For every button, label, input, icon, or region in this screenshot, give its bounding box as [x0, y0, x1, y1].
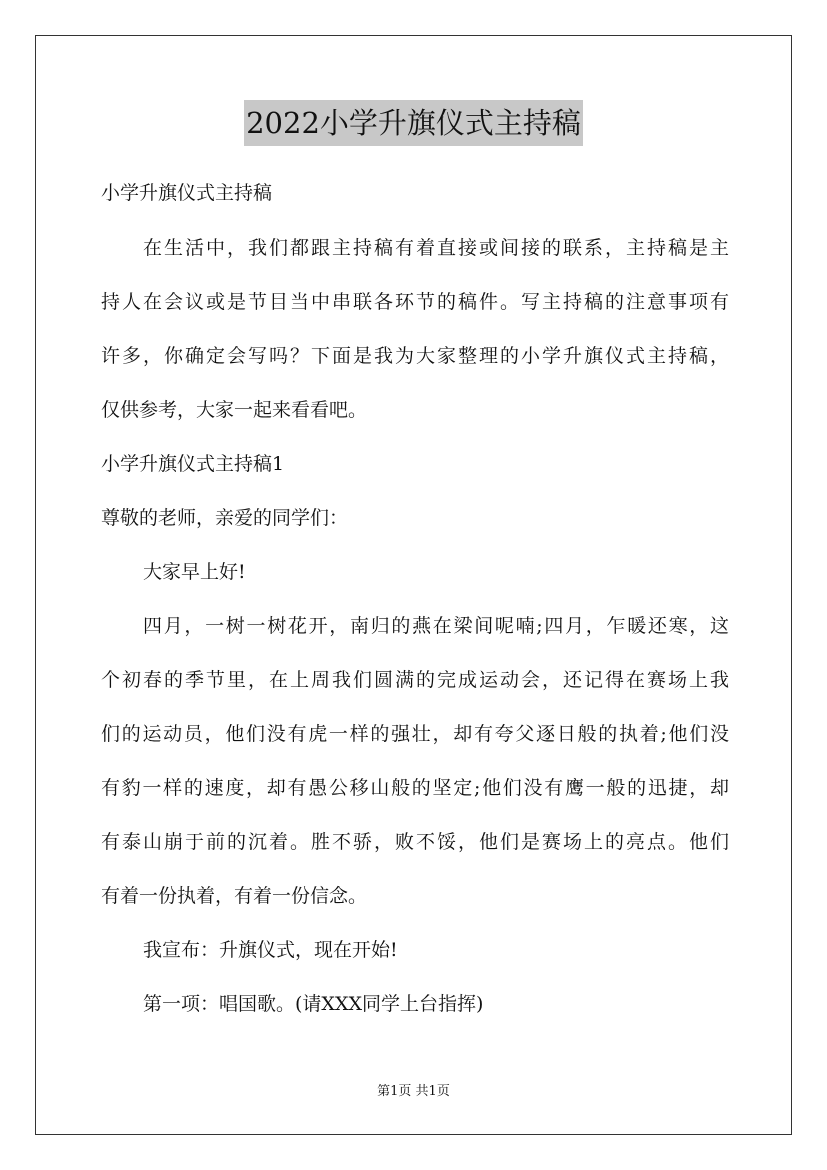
document-title: 2022小学升旗仪式主持稿	[244, 100, 583, 146]
intro-line-2: 持人在会议或是节目当中串联各环节的稿件。写主持稿的注意事项有	[101, 291, 729, 313]
intro-line-3: 许多，你确定会写吗？下面是我为大家整理的小学升旗仪式主持稿，	[101, 345, 729, 367]
agenda-item-1: 第一项：唱国歌。(请XXX同学上台指挥)	[143, 993, 484, 1015]
body-line-4: 有豹一样的速度，却有愚公移山般的坚定;他们没有鹰一般的迅捷，却	[101, 777, 729, 799]
intro-line-1: 在生活中，我们都跟主持稿有着直接或间接的联系，主持稿是主	[143, 237, 729, 259]
body-line-5: 有泰山崩于前的沉着。胜不骄，败不馁，他们是赛场上的亮点。他们	[101, 831, 729, 853]
intro-line-4: 仅供参考，大家一起来看看吧。	[101, 399, 368, 421]
body-line-2: 个初春的季节里，在上周我们圆满的完成运动会，还记得在赛场上我	[101, 669, 729, 691]
title-container	[0, 100, 827, 146]
subtitle-line: 小学升旗仪式主持稿	[101, 182, 273, 204]
announcement-line: 我宣布：升旗仪式，现在开始!	[143, 939, 398, 961]
page-footer: 第1页 共1页	[377, 1084, 450, 1099]
salutation-line: 尊敬的老师，亲爱的同学们：	[101, 507, 349, 529]
greeting-line: 大家早上好!	[143, 561, 246, 583]
body-line-6: 有着一份执着，有着一份信念。	[101, 885, 368, 907]
body-line-3: 们的运动员，他们没有虎一样的强壮，却有夸父逐日般的执着;他们没	[101, 723, 729, 745]
body-line-1: 四月，一树一树花开，南归的燕在梁间呢喃;四月，乍暖还寒，这	[143, 615, 729, 637]
section-heading: 小学升旗仪式主持稿1	[101, 453, 285, 475]
